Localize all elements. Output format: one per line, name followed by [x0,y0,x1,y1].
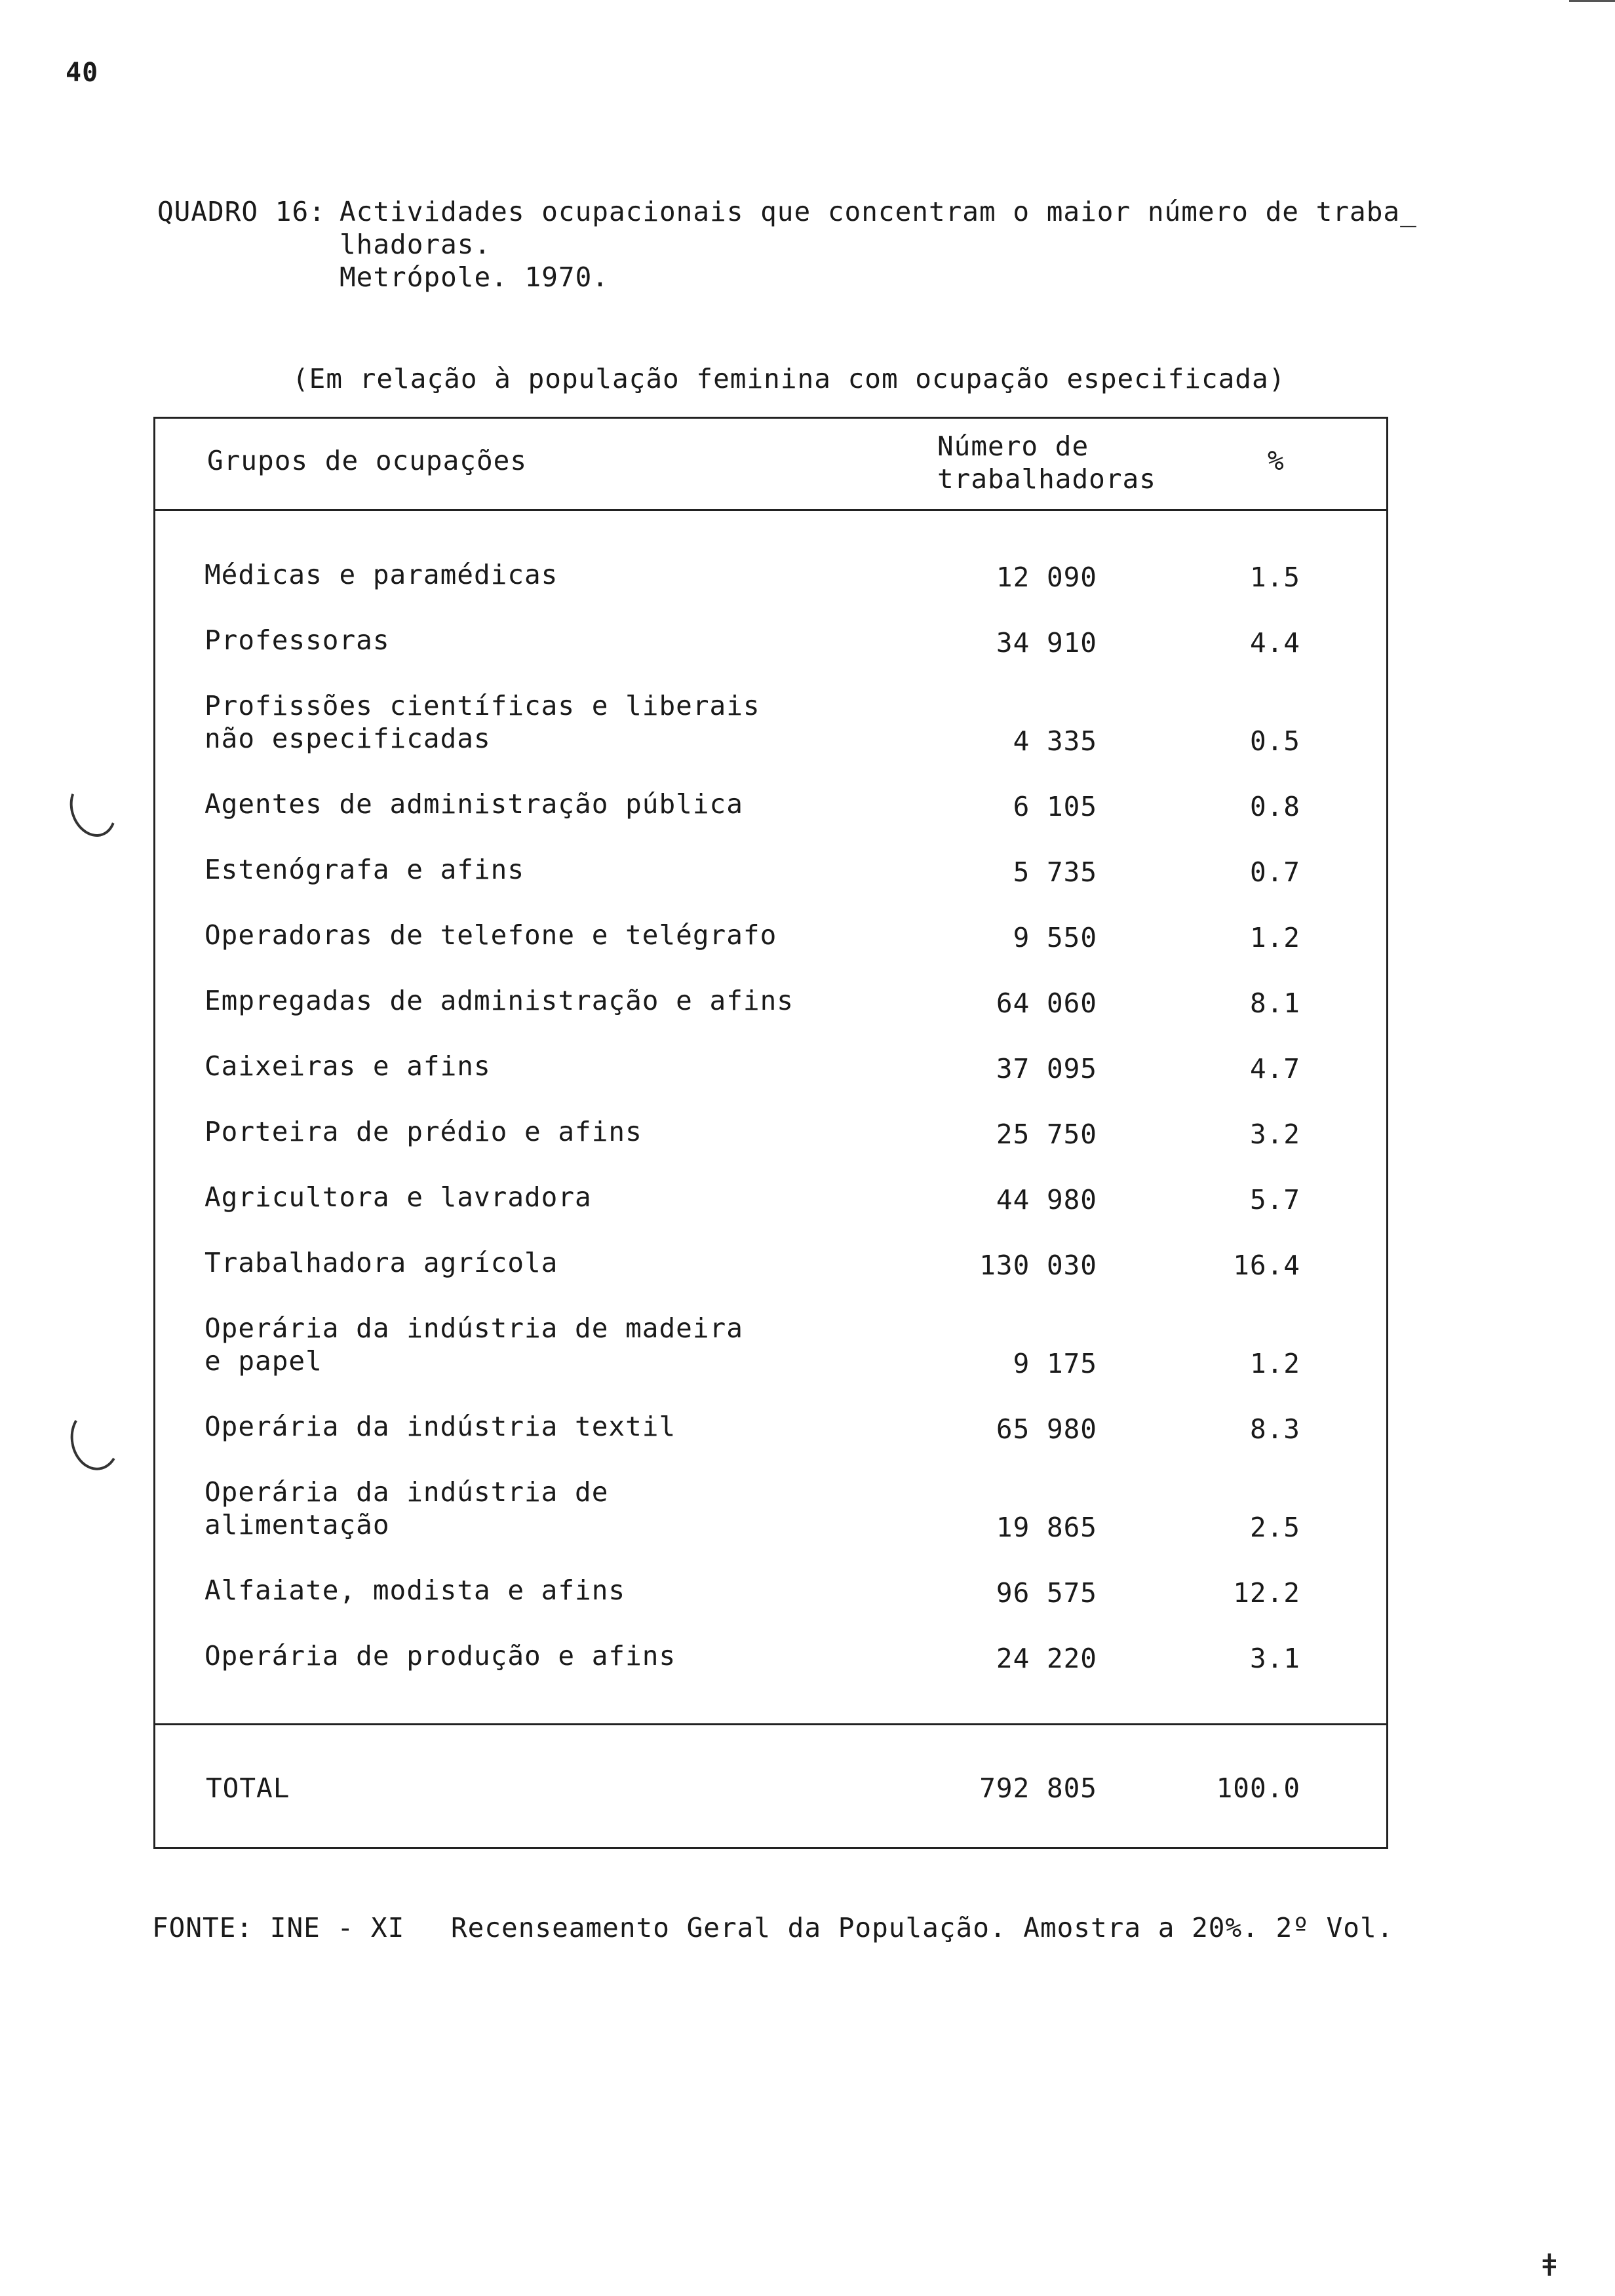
occupation-line-1: Profissões científicas e liberais [204,690,760,721]
title-line-3: Metrópole. 1970. [340,261,609,293]
title-line-1: Actividades ocupacionais que concentram o maior número de traba_ [340,196,1417,227]
occupation-cell [204,1312,743,1377]
percent-cell: 3.2 [1249,1119,1300,1150]
worker-count-cell: 34 910 [996,627,1097,659]
worker-count-cell: 25 750 [996,1119,1097,1150]
source-note [152,1912,1393,1943]
header-divider [153,509,1388,511]
occupation-cell [204,558,558,591]
percent-cell: 12.2 [1233,1577,1300,1609]
percent-cell: 1.2 [1249,1348,1300,1379]
occupation-line-1: Operadoras de telefone e telégrafo [204,919,777,951]
percent-cell: 0.7 [1249,856,1300,888]
percent-cell: 8.1 [1249,987,1300,1019]
occupation-line-1: Empregadas de administração e afins [204,985,794,1016]
percent-cell: 8.3 [1249,1413,1300,1445]
occupation-cell [204,919,777,951]
percent-cell: 1.2 [1249,922,1300,953]
occupation-cell [204,1639,676,1672]
occupation-line-1: Operária da indústria de madeira [204,1312,743,1344]
column-header-number-line-2: trabalhadoras [937,463,1156,495]
occupation-cell [204,1115,642,1148]
worker-count-cell: 19 865 [996,1512,1097,1543]
percent-cell: 0.5 [1249,725,1300,757]
percent-cell: 16.4 [1233,1250,1300,1281]
binding-hole-mark [62,774,124,843]
worker-count-cell: 9 175 [1013,1348,1097,1379]
scan-edge-mark [1569,0,1615,2]
occupation-line-2: alimentação [204,1509,390,1540]
worker-count-cell: 9 550 [1013,922,1097,953]
occupation-cell [204,1476,608,1541]
worker-count-cell: 12 090 [996,562,1097,593]
occupation-cell [204,1410,676,1443]
worker-count-cell: 64 060 [996,987,1097,1019]
source-label: FONTE: INE - XI [152,1912,405,1943]
source-text: Recenseamento Geral da População. Amostra a 20%. 2º Vol. [451,1912,1394,1943]
occupation-line-2: e papel [204,1345,322,1377]
percent-cell: 2.5 [1249,1512,1300,1543]
worker-count-cell: 37 095 [996,1053,1097,1084]
title-line-2: lhadoras. [340,229,492,260]
occupation-line-2: não especificadas [204,723,491,754]
total-percent: 100.0 [1216,1772,1300,1804]
occupation-line-1: Agentes de administração pública [204,788,743,820]
occupation-cell [204,853,524,886]
worker-count-cell: 130 030 [979,1250,1097,1281]
occupation-line-1: Operária de produção e afins [204,1640,676,1672]
column-header-number [937,430,1156,495]
occupation-cell [204,689,760,755]
occupation-line-1: Operária da indústria textil [204,1411,676,1442]
percent-cell: 4.7 [1249,1053,1300,1084]
total-divider [153,1723,1388,1725]
occupation-line-1: Estenógrafa e afins [204,854,524,885]
total-label: TOTAL [206,1772,290,1804]
occupation-line-1: Alfaiate, modista e afins [204,1575,626,1606]
binding-hole-mark [66,1405,124,1474]
occupation-cell [204,1246,558,1279]
total-number: 792 805 [979,1772,1097,1804]
occupation-line-1: Agricultora e lavradora [204,1181,592,1213]
worker-count-cell: 96 575 [996,1577,1097,1609]
occupation-line-1: Professoras [204,624,390,656]
occupation-cell [204,984,794,1017]
worker-count-cell: 65 980 [996,1413,1097,1445]
column-header-percent: % [1268,445,1285,476]
worker-count-cell: 24 220 [996,1643,1097,1674]
worker-count-cell: 5 735 [1013,856,1097,888]
occupation-cell [204,788,743,820]
title-label: QUADRO 16: [157,196,326,227]
table-title [157,195,1417,294]
occupation-cell [204,1181,592,1214]
column-header-number-line-1: Número de [937,430,1089,462]
worker-count-cell: 44 980 [996,1184,1097,1215]
column-header-group: Grupos de ocupações [207,445,527,476]
percent-cell: 3.1 [1249,1643,1300,1674]
occupation-line-1: Operária da indústria de [204,1476,609,1508]
occupation-cell [204,1574,625,1607]
occupation-line-1: Médicas e paramédicas [204,559,558,590]
occupation-line-1: Caixeiras e afins [204,1050,491,1082]
percent-cell: 5.7 [1249,1184,1300,1215]
percent-cell: 4.4 [1249,627,1300,659]
worker-count-cell: 4 335 [1013,725,1097,757]
occupation-line-1: Trabalhadora agrícola [204,1247,558,1278]
occupation-line-1: Porteira de prédio e afins [204,1116,642,1147]
percent-cell: 0.8 [1249,791,1300,822]
page-number: 40 [66,58,99,88]
percent-cell: 1.5 [1249,562,1300,593]
corner-mark: ǂ [1540,2248,1559,2283]
worker-count-cell: 6 105 [1013,791,1097,822]
occupation-cell [204,624,390,657]
occupation-cell [204,1050,491,1082]
table-subtitle: (Em relação à população feminina com ocupação especificada) [292,363,1286,394]
